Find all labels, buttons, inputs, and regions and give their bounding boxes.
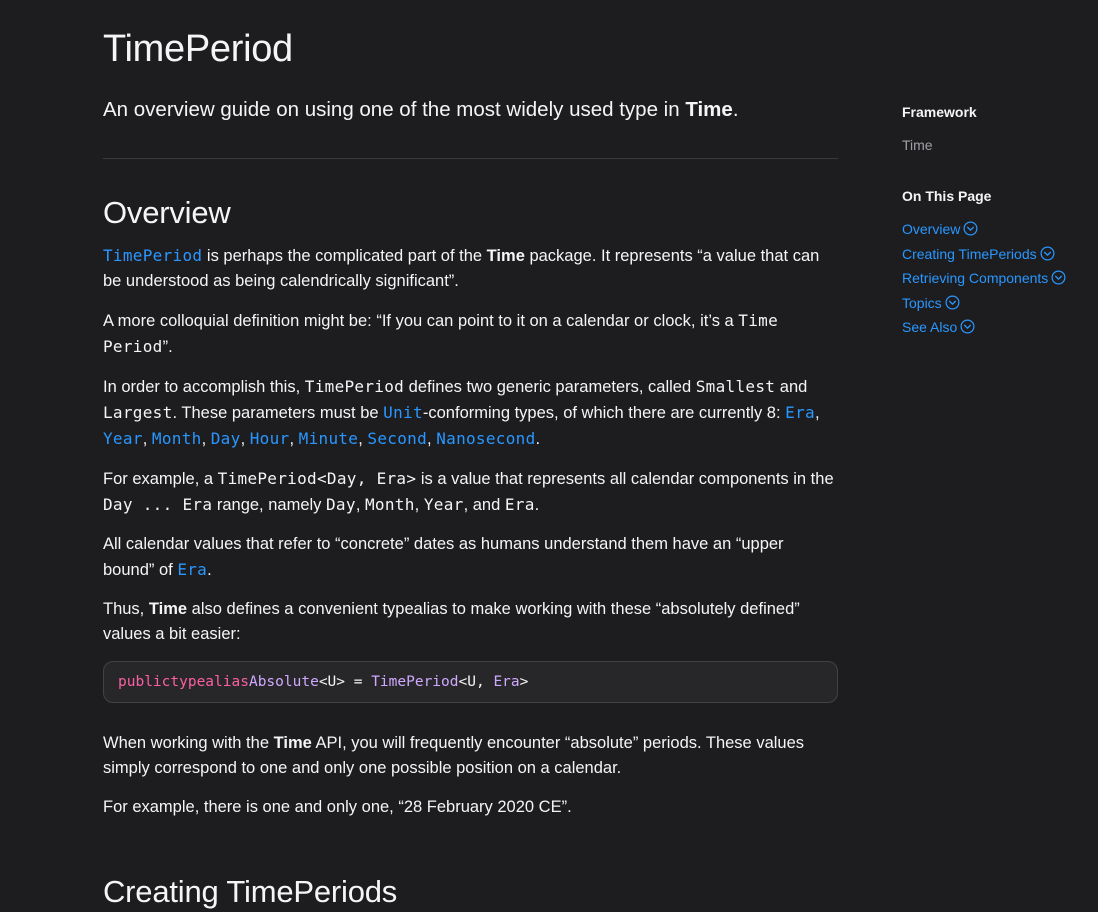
sidebar xyxy=(902,100,1092,340)
separator: , xyxy=(201,430,211,448)
on-this-page-list xyxy=(902,217,1092,340)
text: All calendar values that refer to “concrete” dates as humans understand them have an “upper bound” of xyxy=(103,535,784,579)
abstract-suffix: . xyxy=(732,98,739,121)
nav-item-overview xyxy=(902,217,1092,242)
code-type: Era xyxy=(493,674,520,690)
on-this-page-label: On This Page xyxy=(902,188,992,204)
strong-text: Time xyxy=(148,600,188,618)
nav-label: See Also xyxy=(902,319,958,335)
nav-item-creating xyxy=(902,242,1092,267)
text: In order to accomplish this, xyxy=(103,378,305,396)
header-divider xyxy=(103,158,838,159)
nav-link-overview[interactable] xyxy=(902,221,978,237)
nav-label: Retrieving Components xyxy=(902,270,1049,286)
overview-section xyxy=(103,193,838,912)
text: and xyxy=(775,378,808,396)
inline-code: Day ... Era xyxy=(103,495,213,514)
text: A more colloquial definition might be: “If you can point to it on a calendar or clock, it’s a xyxy=(103,312,739,330)
text: package. It represents “a value that can be understood as being calendrically significant”. xyxy=(103,247,820,290)
framework-value: Time xyxy=(902,137,933,153)
nav-link-see-also[interactable] xyxy=(902,319,975,335)
code-keyword: typealias xyxy=(170,674,249,690)
era-link[interactable]: Era xyxy=(785,403,815,422)
overview-paragraph-1 xyxy=(103,243,838,294)
nav-item-see-also xyxy=(902,315,1092,340)
text: . xyxy=(535,430,541,448)
nanosecond-link[interactable]: Nanosecond xyxy=(436,429,536,448)
nav-item-topics xyxy=(902,291,1092,316)
nav-link-retrieving[interactable] xyxy=(902,270,1066,286)
page-abstract xyxy=(103,96,739,124)
page-title: TimePeriod xyxy=(103,28,293,70)
chevron-down-circle-icon xyxy=(945,295,960,310)
text: Thus, xyxy=(103,600,149,618)
text: For example, a xyxy=(103,470,218,488)
nav-label: Overview xyxy=(902,221,961,237)
strong-text: Time xyxy=(273,734,312,752)
text: is perhaps the complicated part of the xyxy=(202,247,487,265)
text: also defines a convenient typealias to make working with these “absolutely defined” values a bit easier: xyxy=(103,600,800,643)
month-link[interactable]: Month xyxy=(151,429,202,448)
nav-link-creating[interactable] xyxy=(902,246,1055,262)
nav-label: Topics xyxy=(902,294,942,311)
nav-link-topics[interactable] xyxy=(902,295,960,311)
unit-link[interactable]: Unit xyxy=(383,403,423,422)
separator: , xyxy=(355,496,365,514)
era-link[interactable]: Era xyxy=(177,560,208,579)
text: defines two generic parameters, called xyxy=(404,378,696,396)
strong-text: Time xyxy=(486,247,525,265)
nav-item-retrieving xyxy=(902,266,1092,291)
code-plain: > xyxy=(519,674,529,690)
text: , and xyxy=(463,496,505,514)
year-link[interactable]: Year xyxy=(103,429,143,448)
chevron-down-circle-icon xyxy=(1051,270,1066,285)
text: . xyxy=(534,496,540,514)
overview-paragraph-7 xyxy=(103,731,838,781)
inline-code: TimePeriod xyxy=(304,377,405,396)
day-link[interactable]: Day xyxy=(210,429,241,448)
inline-code: Year xyxy=(423,495,464,514)
separator: , xyxy=(358,430,368,448)
inline-code: Time xyxy=(738,311,779,330)
code-type-name: Absolute xyxy=(248,674,319,690)
inline-code: Month xyxy=(364,495,415,514)
overview-paragraph-4 xyxy=(103,466,838,518)
inline-code: Day xyxy=(326,495,356,514)
separator: , xyxy=(240,430,250,448)
separator: , xyxy=(427,430,437,448)
inline-code: TimePeriod<Day, Era> xyxy=(217,469,417,488)
code-keyword: public xyxy=(118,674,171,690)
separator: , xyxy=(414,496,424,514)
abstract-text: An overview guide on using one of the most widely used type in xyxy=(103,98,686,121)
text: is a value that represents all calendar components in the xyxy=(416,470,834,488)
framework-label: Framework xyxy=(902,104,977,120)
timeperiod-link[interactable]: TimePeriod xyxy=(103,246,203,265)
second-link[interactable]: Second xyxy=(367,429,428,448)
overview-heading: Overview xyxy=(103,195,231,230)
separator: , xyxy=(142,430,152,448)
inline-code: Era xyxy=(504,495,535,514)
chevron-down-circle-icon xyxy=(1040,246,1055,261)
overview-paragraph-5 xyxy=(103,532,838,583)
text: API, you will frequently encounter “absolute” periods. These values simply correspond to one and only one possible position on a calendar. xyxy=(103,734,805,777)
text: range, namely xyxy=(212,496,326,514)
separator: , xyxy=(814,404,820,422)
creating-heading: Creating TimePeriods xyxy=(103,874,398,909)
text: -conforming types, of which there are currently 8: xyxy=(422,404,786,422)
text: For example, there is one and only one, “28 February 2020 CE”. xyxy=(103,798,572,816)
chevron-down-circle-icon xyxy=(963,221,978,236)
separator: , xyxy=(289,430,299,448)
abstract-strong: Time xyxy=(685,98,733,121)
inline-code: Largest xyxy=(103,403,173,422)
text: . These parameters must be xyxy=(172,404,384,422)
chevron-down-circle-icon xyxy=(960,319,975,334)
text: ”. xyxy=(162,338,173,356)
nav-label: Creating TimePeriods xyxy=(902,245,1037,262)
text: When working with the xyxy=(103,734,274,752)
overview-paragraph-3 xyxy=(103,374,838,452)
text: . xyxy=(207,561,212,579)
overview-paragraph-8 xyxy=(103,795,838,820)
minute-link[interactable]: Minute xyxy=(298,429,359,448)
code-plain: <U, xyxy=(458,674,494,690)
inline-code: Period xyxy=(103,337,163,356)
code-plain: <U> = xyxy=(318,674,372,690)
overview-paragraph-2 xyxy=(103,308,838,360)
code-type: TimePeriod xyxy=(371,674,459,690)
hour-link[interactable]: Hour xyxy=(249,429,290,448)
inline-code: Smallest xyxy=(695,377,776,396)
code-listing xyxy=(103,661,838,703)
overview-paragraph-6 xyxy=(103,597,838,647)
